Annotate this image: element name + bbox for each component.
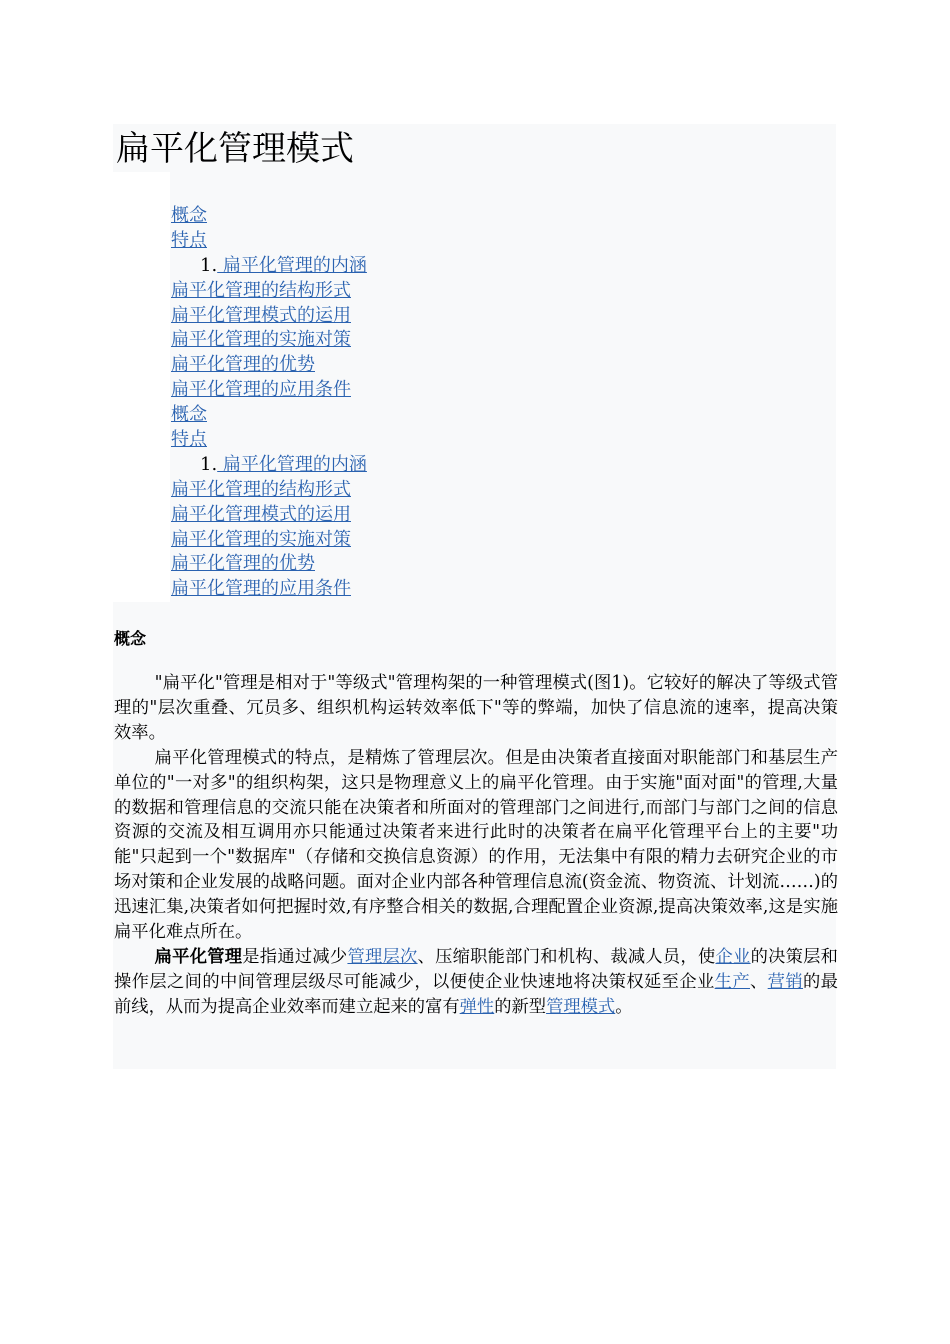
- toc-item[interactable]: [171, 552, 367, 577]
- toc-item[interactable]: [171, 204, 367, 229]
- toc-link[interactable]: 特点: [171, 429, 207, 451]
- toc-link[interactable]: 扁平化管理的内涵: [217, 254, 367, 276]
- toc-link[interactable]: 扁平化管理的优势: [171, 354, 315, 376]
- text-span: 、: [750, 971, 768, 992]
- toc-number: 1.: [200, 254, 218, 276]
- paragraph-3: [114, 945, 838, 1020]
- text-span: 的最前线，从而为提高企业效率而建立起来的富有: [114, 971, 838, 1017]
- text-span: 、压缩职能部门和机构、裁减人员，使: [417, 946, 716, 967]
- toc-number: 1.: [200, 453, 218, 475]
- toc-item[interactable]: [171, 353, 367, 378]
- toc-link[interactable]: 扁平化管理的结构形式: [171, 478, 351, 500]
- toc-link[interactable]: 扁平化管理的内涵: [217, 453, 367, 475]
- paragraph-1: "扁平化"管理是相对于"等级式"管理构架的一种管理模式(图1)。它较好的解决了等级式管理的"层次重叠、冗员多、组织机构运转效率低下"等的弊端，加快了信息流的速率，提高决策效率。: [114, 673, 838, 743]
- link-production[interactable]: 生产: [714, 971, 750, 992]
- toc-item[interactable]: [171, 528, 367, 553]
- toc-link[interactable]: 概念: [171, 205, 207, 226]
- toc-link[interactable]: 扁平化管理模式的运用: [171, 503, 351, 525]
- page-title: 扁平化管理模式: [116, 129, 354, 169]
- toc-item[interactable]: [171, 403, 367, 428]
- toc-item[interactable]: [171, 428, 367, 453]
- toc-link[interactable]: 扁平化管理的优势: [171, 553, 315, 575]
- section-heading: 概念: [114, 629, 147, 648]
- link-elasticity[interactable]: 弹性: [459, 996, 495, 1017]
- toc-link[interactable]: 特点: [171, 229, 207, 251]
- toc-item[interactable]: [171, 503, 367, 528]
- toc-link[interactable]: 扁平化管理的实施对策: [171, 329, 351, 351]
- toc-item[interactable]: [171, 453, 367, 478]
- toc-item[interactable]: [171, 254, 367, 279]
- toc-item[interactable]: [171, 279, 367, 304]
- toc-margin: [113, 172, 170, 602]
- text-span: 是指通过减少: [242, 946, 348, 967]
- link-enterprise[interactable]: 企业: [715, 946, 751, 967]
- link-management-mode[interactable]: 管理模式: [546, 996, 616, 1017]
- text-span: 的决策层和操作层之间的中间管理层级尽可能减少，以便使企业快速地将决策权延至企业: [114, 946, 838, 992]
- toc-link[interactable]: 扁平化管理的应用条件: [171, 379, 351, 401]
- toc-item[interactable]: [171, 229, 367, 254]
- toc-item[interactable]: [171, 304, 367, 329]
- toc-item[interactable]: [171, 577, 367, 602]
- article-body: [114, 671, 838, 1020]
- link-marketing[interactable]: 营销: [767, 971, 804, 992]
- bold-term: 扁平化管理: [154, 946, 243, 967]
- toc-item[interactable]: [171, 378, 367, 403]
- text-span: 的新型: [494, 996, 547, 1017]
- toc-link[interactable]: 扁平化管理模式的运用: [171, 304, 351, 326]
- table-of-contents: [171, 204, 367, 602]
- toc-link[interactable]: 扁平化管理的应用条件: [171, 578, 351, 600]
- toc-item[interactable]: [171, 478, 367, 503]
- paragraph-2: 扁平化管理模式的特点，是精炼了管理层次。但是由决策者直接面对职能部门和基层生产单位的"一对多"的组织构架，这只是物理意义上的扁平化管理。由于实施"面对面"的管理,大量的数据和管理信息的交流只能在决策者和所面对的管理部门之间进行,而部门与部门之间的信息资源的交流及相互调用亦只能通过决策者来进行此时的决策者在扁平化管理平台上的主要"功能"只起到一个"数据库"（存储和交换信息资源）的作用，无法集中有限的精力去研究企业的市场对策和企业发展的战略问题。面对企业内部各种管理信息流(资金流、物资流、计划流……)的迅速汇集,决策者如何把握时效,有序整合相关的数据,合理配置企业资源,提高决策效率,这是实施扁平化难点所在。: [114, 747, 838, 943]
- link-management-levels[interactable]: 管理层次: [347, 946, 418, 967]
- text-span: 。: [615, 996, 633, 1017]
- toc-link[interactable]: 扁平化管理的结构形式: [171, 279, 351, 301]
- toc-link[interactable]: 概念: [171, 404, 207, 426]
- toc-link[interactable]: 扁平化管理的实施对策: [171, 528, 351, 550]
- toc-item[interactable]: [171, 328, 367, 353]
